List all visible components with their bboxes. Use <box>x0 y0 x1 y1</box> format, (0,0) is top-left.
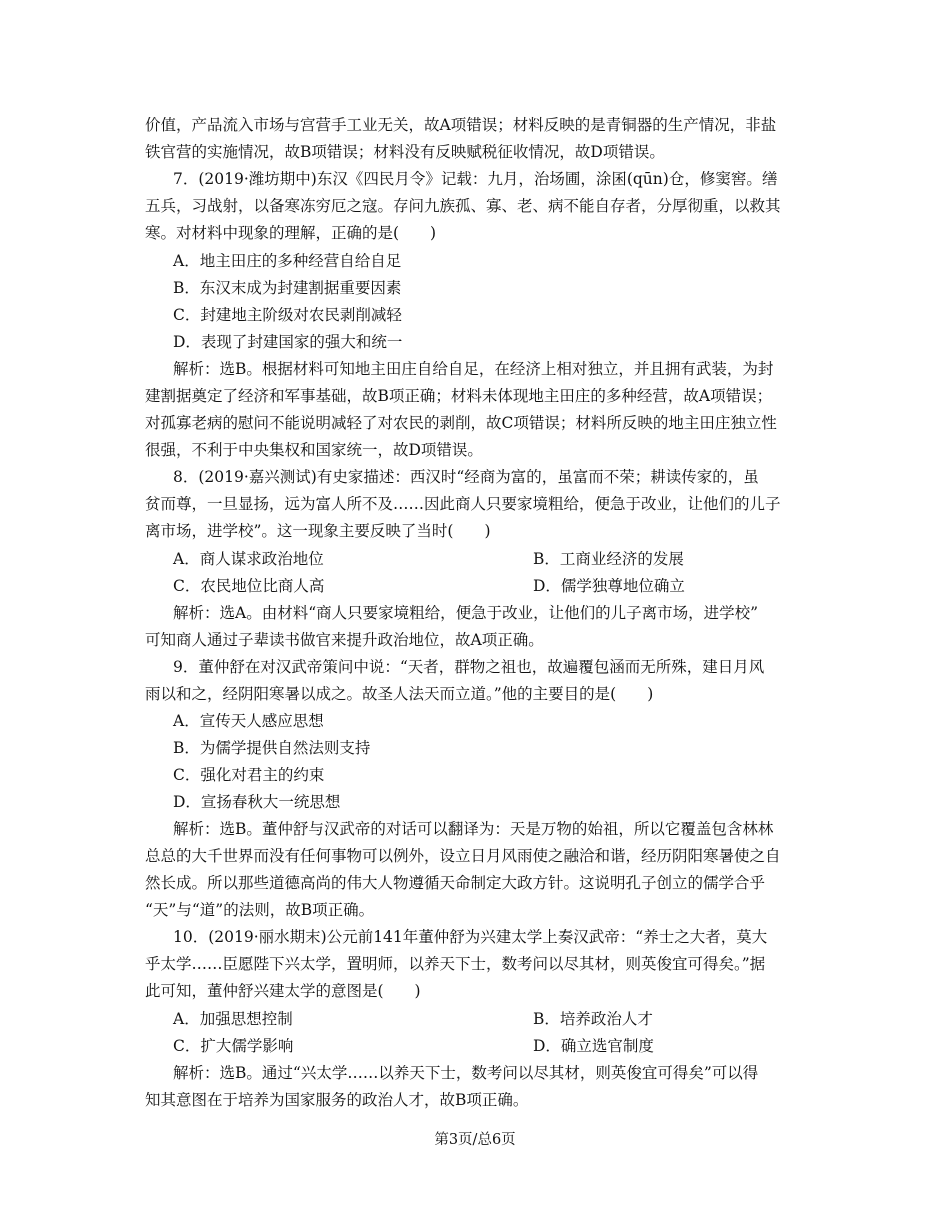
text-line: 总总的大千世界而没有任何事物可以例外，设立日月风雨使之融洽和谐，经历阴阳寒暑使之自 <box>145 847 781 865</box>
option-c: C．农民地位比商人高 <box>173 577 325 595</box>
option-d: D．确立选官制度 <box>533 1037 654 1055</box>
text-line: 建割据奠定了经济和军事基础，故B项正确；材料未体现地主田庄的多种经营，故A项错误； <box>145 387 773 405</box>
text-line: 乎太学……臣愿陛下兴太学，置明师，以养天下士，数考问以尽其材，则英俊宜可得矣。”据 <box>145 955 766 973</box>
analysis-text: 解析：选B。通过“兴太学……以养天下士，数考问以尽其材，则英俊宜可得矣”可以得 <box>173 1064 759 1082</box>
option-d: D．儒学独尊地位确立 <box>533 577 685 595</box>
option-b: B．工商业经济的发展 <box>533 550 684 568</box>
option-a: A．商人谋求政治地位 <box>173 550 324 568</box>
text-line: 离市场，进学校”。这一现象主要反映了当时( ) <box>145 522 491 540</box>
text-line: 可知商人通过子辈读书做官来提升政治地位，故A项正确。 <box>145 631 544 649</box>
option-c: C．强化对君主的约束 <box>173 766 325 784</box>
question-9-stem: 9．董仲舒在对汉武帝策问中说：“天者，群物之祖也，故遍覆包涵而无所殊，建日月风 <box>173 658 765 676</box>
question-7-stem: 7．(2019·潍坊期中)东汉《四民月令》记载：九月，治场圃，涂囷(qūn)仓，修窦窖。缮 <box>173 170 778 188</box>
option-b: B．培养政治人才 <box>533 1010 653 1028</box>
text-line: 雨以和之，经阴阳寒暑以成之。故圣人法天而立道。”他的主要目的是( ) <box>145 685 654 703</box>
option-c: C．封建地主阶级对农民剥削减轻 <box>173 306 402 324</box>
analysis-text: 解析：选A。由材料“商人只要家境粗给，便急于改业，让他们的儿子离市场，进学校” <box>173 604 759 622</box>
text-line: 贫而尊，一旦显扬，远为富人所不及……因此商人只要家境粗给，便急于改业，让他们的儿子 <box>145 495 781 513</box>
option-a: A．地主田庄的多种经营自给自足 <box>173 252 402 270</box>
text-line: 很强，不利于中央集权和国家统一，故D项错误。 <box>145 441 483 459</box>
text-line: 对孤寡老病的慰问不能说明减轻了对农民的剥削，故C项错误；材料所反映的地主田庄独立性 <box>145 414 777 432</box>
page-number: 第3页/总6页 <box>434 1132 516 1148</box>
option-c: C．扩大儒学影响 <box>173 1037 294 1055</box>
question-8-stem: 8．(2019·嘉兴测试)有史家描述：西汉时“经商为富的，虽富而不荣；耕读传家的，虽 <box>173 468 759 486</box>
option-a: A．加强思想控制 <box>173 1010 293 1028</box>
option-b: B．东汉末成为封建割据重要因素 <box>173 279 402 297</box>
text-line: 寒。对材料中现象的理解，正确的是( ) <box>145 224 437 242</box>
option-b: B．为儒学提供自然法则支持 <box>173 739 371 757</box>
analysis-text: 解析：选B。根据材料可知地主田庄自给自足，在经济上相对独立，并且拥有武装，为封 <box>173 360 774 378</box>
text-line: 然长成。所以那些道德高尚的伟大人物遵循天命制定大政方针。这说明孔子创立的儒学合乎 <box>145 874 766 892</box>
text-line: 此可知，董仲舒兴建太学的意图是( ) <box>145 982 421 1000</box>
text-line: 铁官营的实施情况，故B项错误；材料没有反映赋税征收情况，故D项错误。 <box>145 143 665 161</box>
question-10-stem: 10．(2019·丽水期末)公元前141年董仲舒为兴建太学上奏汉武帝：“养士之大者，莫大 <box>173 928 768 946</box>
analysis-text: 解析：选B。董仲舒与汉武帝的对话可以翻译为：天是万物的始祖，所以它覆盖包含林林 <box>173 820 774 838</box>
option-a: A．宣传天人感应思想 <box>173 712 324 730</box>
option-d: D．宣扬春秋大一统思想 <box>173 793 341 811</box>
text-line: “天”与“道”的法则，故B项正确。 <box>145 901 375 919</box>
text-line: 五兵，习战射，以备寒冻穷厄之寇。存问九族孤、寡、老、病不能自存者，分厚彻重，以救其 <box>145 197 781 215</box>
option-d: D．表现了封建国家的强大和统一 <box>173 333 403 351</box>
text-line: 价值，产品流入市场与宫营手工业无关，故A项错误；材料反映的是青铜器的生产情况，非盐 <box>145 116 777 134</box>
text-line: 知其意图在于培养为国家服务的政治人才，故B项正确。 <box>145 1091 529 1109</box>
